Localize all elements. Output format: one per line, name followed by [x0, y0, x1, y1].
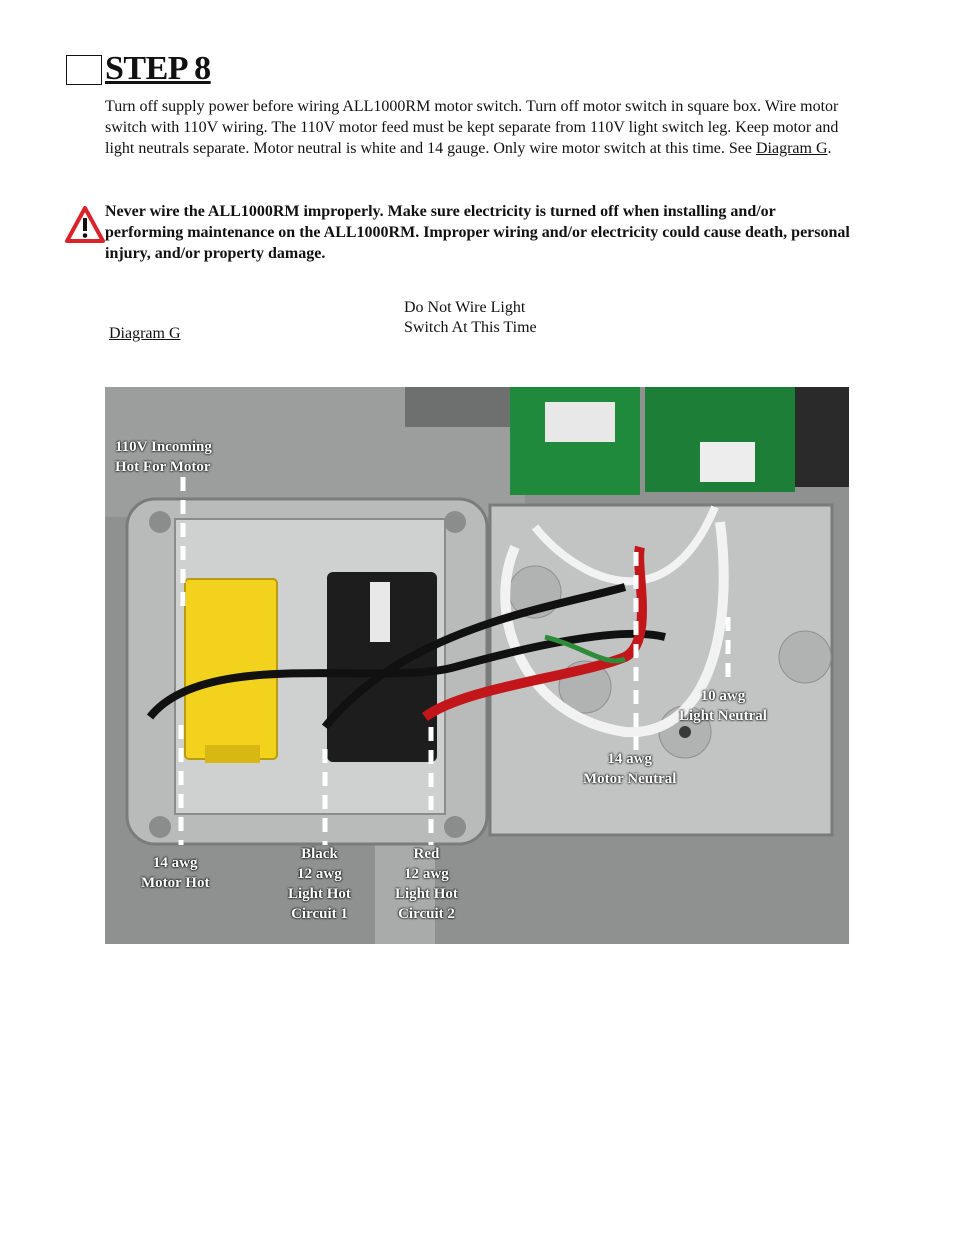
label-red-light-hot: Red 12 awg Light Hot Circuit 2	[395, 846, 458, 922]
diagram-g-link[interactable]: Diagram G	[755, 140, 828, 157]
motor-switch	[185, 579, 277, 759]
warning-triangle-icon	[65, 205, 105, 245]
label-motor-hot: 14 awg Motor Hot	[141, 855, 210, 891]
diagram-label: Diagram G	[109, 325, 181, 342]
wiring-illustration	[105, 387, 849, 944]
note-line-2: Switch At This Time	[404, 319, 537, 336]
label-light-neutral: 10 awg Light Neutral	[679, 688, 767, 724]
step-title: STEP 8	[105, 50, 211, 87]
note-line-1: Do Not Wire Light	[404, 299, 526, 316]
intro-text: Turn off supply power before wiring ALL1000RM motor switch. Turn off motor switch in square box. Wire motor switch with 110V wiring. The 110V motor feed must be kept separate from 110V light switch leg. Keep motor and light neutrals separate. Motor neutral is white and 14 gauge. Only wire motor switch at this time. See	[105, 98, 839, 157]
label-motor-neutral: 14 awg Motor Neutral	[583, 751, 677, 787]
wiring-photo	[105, 387, 849, 944]
warning-text: Never wire the ALL1000RM improperly. Make sure electricity is turned off when installing and/or performing maintenance on the ALL1000RM. Improper wiring and/or electricity could cause death, personal injury, and/or property damage.	[105, 203, 850, 262]
intro-paragraph	[105, 96, 850, 159]
label-incoming-hot: 110V Incoming Hot For Motor	[115, 439, 212, 475]
label-black-light-hot: Black 12 awg Light Hot Circuit 1	[288, 846, 351, 922]
intro-text-end: .	[827, 140, 832, 157]
wiring-note	[404, 298, 537, 338]
step-checkbox[interactable]	[66, 55, 102, 85]
